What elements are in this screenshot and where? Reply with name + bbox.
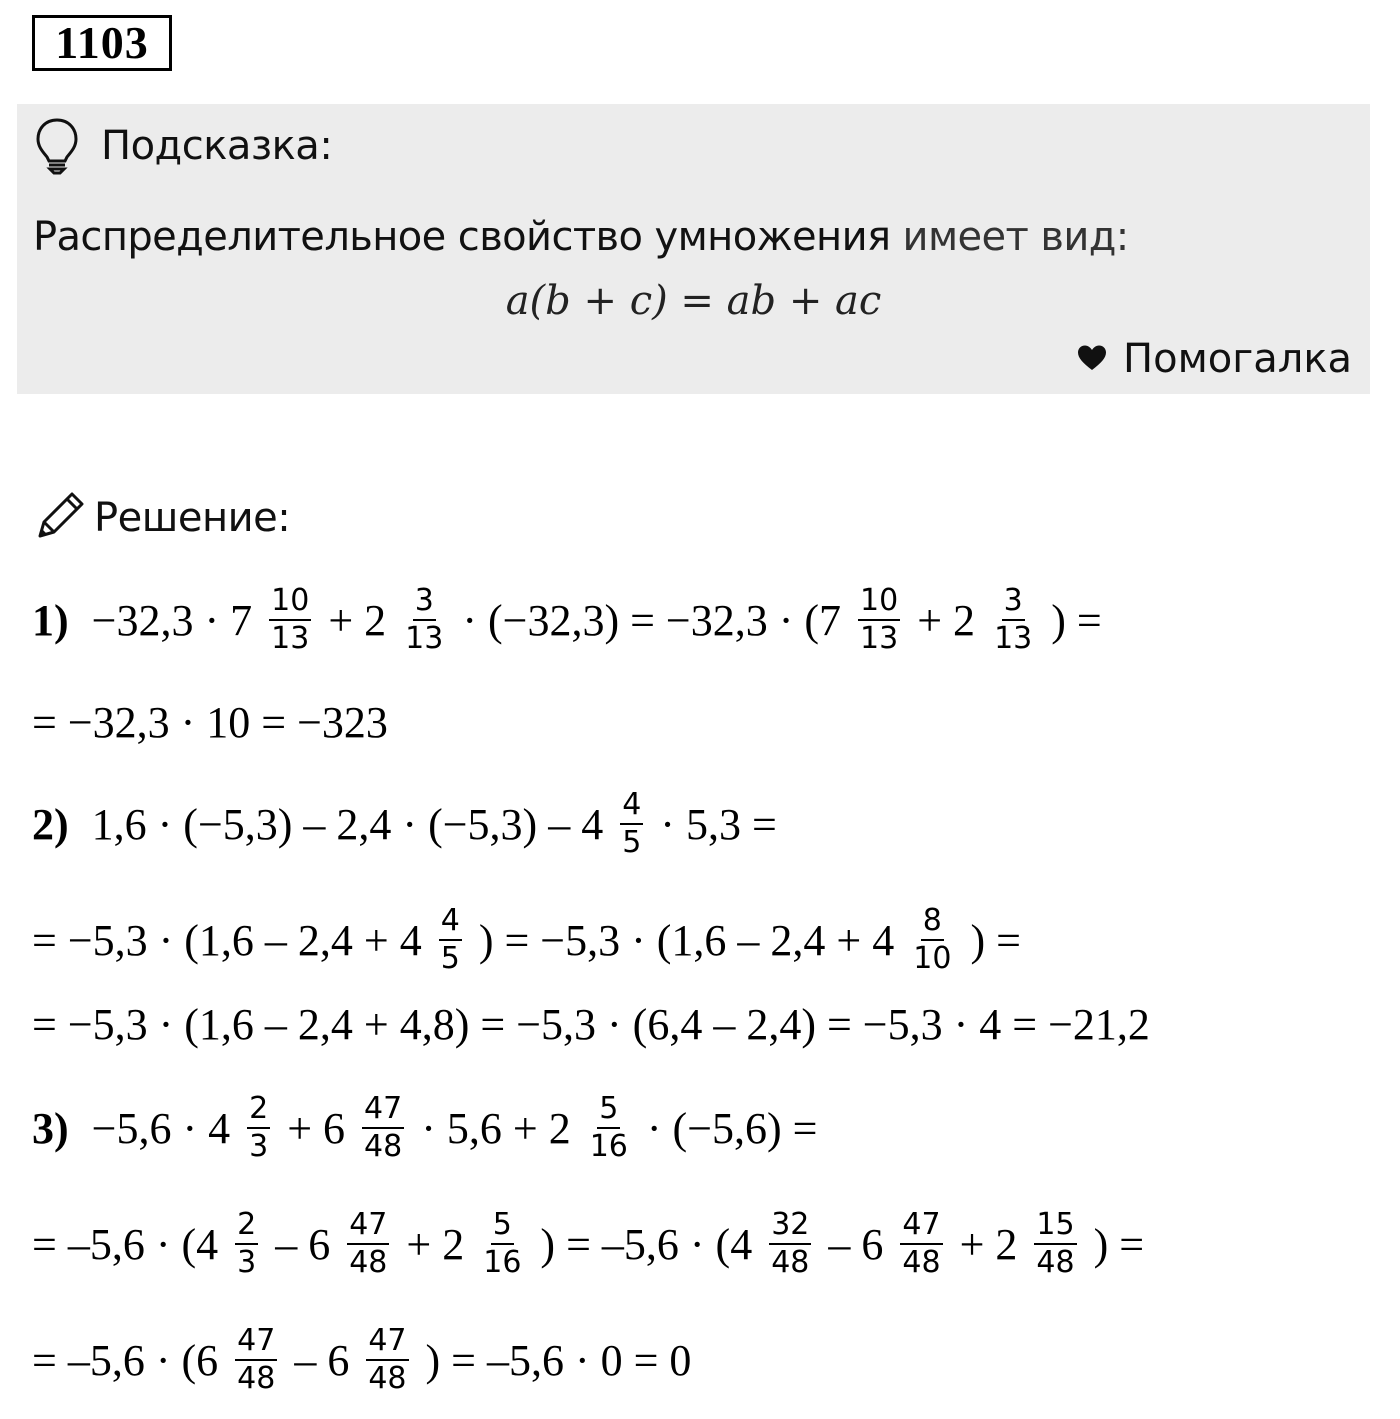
fraction-numerator: 5 bbox=[491, 1209, 514, 1245]
fraction-denominator: 48 bbox=[771, 1245, 810, 1280]
expression-text: −32,3 · 7 bbox=[80, 595, 264, 645]
fraction-denominator: 48 bbox=[237, 1361, 276, 1396]
heart-icon bbox=[1077, 336, 1107, 382]
fraction-numerator: 2 bbox=[247, 1093, 270, 1129]
expression-text: −5,6 · 4 bbox=[80, 1103, 242, 1153]
fraction-denominator: 48 bbox=[349, 1245, 388, 1280]
hint-title: Подсказка: bbox=[101, 123, 333, 169]
fraction bbox=[620, 789, 643, 859]
solution-line bbox=[32, 580, 1102, 660]
fraction bbox=[481, 1209, 523, 1279]
item-number: 2) bbox=[32, 799, 69, 849]
hint-text bbox=[33, 214, 1129, 260]
solution-header bbox=[34, 488, 290, 547]
fraction-denominator: 10 bbox=[913, 941, 952, 976]
fraction-numerator: 32 bbox=[769, 1209, 811, 1245]
hint-text-rest: имеет вид: bbox=[890, 214, 1129, 260]
fraction-denominator: 48 bbox=[1036, 1245, 1075, 1280]
expression-text: + 2 bbox=[906, 595, 987, 645]
fraction-numerator: 47 bbox=[347, 1209, 389, 1245]
expression-text: 1,6 · (−5,3) – 2,4 · (−5,3) – 4 bbox=[80, 799, 615, 849]
expression-text: · (−5,6) = bbox=[635, 1103, 818, 1153]
hint-source-label: Помогалка bbox=[1123, 336, 1352, 382]
fraction bbox=[900, 1209, 942, 1279]
fraction bbox=[769, 1209, 811, 1279]
fraction-numerator: 5 bbox=[597, 1093, 620, 1129]
fraction bbox=[1034, 1209, 1076, 1279]
item-number: 1) bbox=[32, 595, 69, 645]
fraction-numerator: 8 bbox=[921, 905, 944, 941]
fraction-numerator: 4 bbox=[620, 789, 643, 825]
fraction-denominator: 16 bbox=[589, 1129, 628, 1164]
solution-line bbox=[32, 900, 1021, 980]
expression-text: · 5,6 + 2 bbox=[410, 1103, 582, 1153]
fraction-numerator: 2 bbox=[235, 1209, 258, 1245]
fraction bbox=[992, 585, 1034, 655]
expression-text: – 6 bbox=[817, 1219, 895, 1269]
expression-text: + 2 bbox=[948, 1219, 1029, 1269]
expression-text: + 2 bbox=[395, 1219, 476, 1269]
fraction bbox=[269, 585, 311, 655]
expression-text: = −5,3 · (1,6 – 2,4 + 4,8) = −5,3 · (6,4 – 2,4) = −5,3 · 4 = −21,2 bbox=[32, 999, 1150, 1049]
expression-text: ) = bbox=[1082, 1219, 1145, 1269]
expression-text: = –5,6 · (4 bbox=[32, 1219, 230, 1269]
fraction-denominator: 13 bbox=[994, 621, 1033, 656]
expression-text: + 2 bbox=[317, 595, 398, 645]
fraction bbox=[366, 1325, 408, 1395]
fraction-denominator: 13 bbox=[405, 621, 444, 656]
fraction bbox=[247, 1093, 270, 1163]
fraction-denominator: 5 bbox=[622, 825, 642, 860]
fraction-numerator: 15 bbox=[1034, 1209, 1076, 1245]
fraction-numerator: 47 bbox=[366, 1325, 408, 1361]
fraction-denominator: 3 bbox=[237, 1245, 257, 1280]
hint-header bbox=[35, 116, 332, 176]
expression-text: – 6 bbox=[283, 1335, 361, 1385]
fraction-numerator: 4 bbox=[439, 905, 462, 941]
fraction bbox=[858, 585, 900, 655]
fraction-denominator: 3 bbox=[249, 1129, 269, 1164]
expression-text: = −32,3 · 10 = −323 bbox=[32, 697, 388, 747]
hint-text-strong: Распределительное свойство умножения bbox=[33, 214, 891, 260]
expression-text: – 6 bbox=[264, 1219, 342, 1269]
expression-text: ) = bbox=[959, 915, 1021, 965]
expression-text: ) = –5,6 · 0 = 0 bbox=[414, 1335, 692, 1385]
expression-text: ) = –5,6 · (4 bbox=[529, 1219, 764, 1269]
expression-text: · (−32,3) = −32,3 · (7 bbox=[451, 595, 853, 645]
fraction-denominator: 13 bbox=[271, 621, 310, 656]
expression-text: = −5,3 · (1,6 – 2,4 + 4 bbox=[32, 915, 433, 965]
hint-formula: a(b + c) = ab + ac bbox=[505, 278, 882, 324]
fraction bbox=[347, 1209, 389, 1279]
fraction-denominator: 48 bbox=[368, 1361, 407, 1396]
solution-line bbox=[32, 682, 388, 762]
fraction bbox=[235, 1325, 277, 1395]
solution-line bbox=[32, 1320, 691, 1400]
item-number: 3) bbox=[32, 1103, 69, 1153]
hint-source[interactable] bbox=[1077, 336, 1352, 382]
fraction-numerator: 47 bbox=[900, 1209, 942, 1245]
solution-line bbox=[32, 784, 777, 864]
solution-line bbox=[32, 1088, 817, 1168]
fraction bbox=[403, 585, 445, 655]
pencil-icon bbox=[34, 488, 88, 547]
hint-box bbox=[17, 104, 1370, 394]
expression-text: + 6 bbox=[276, 1103, 357, 1153]
fraction-denominator: 16 bbox=[483, 1245, 522, 1280]
fraction-denominator: 48 bbox=[902, 1245, 941, 1280]
fraction-numerator: 10 bbox=[858, 585, 900, 621]
fraction-numerator: 10 bbox=[269, 585, 311, 621]
fraction-denominator: 13 bbox=[860, 621, 899, 656]
fraction-numerator: 3 bbox=[413, 585, 436, 621]
fraction bbox=[911, 905, 953, 975]
solution-line bbox=[32, 1204, 1144, 1284]
fraction-denominator: 5 bbox=[440, 941, 460, 976]
expression-text: = –5,6 · (6 bbox=[32, 1335, 230, 1385]
fraction bbox=[588, 1093, 630, 1163]
solution-title: Решение: bbox=[94, 494, 291, 541]
fraction-numerator: 3 bbox=[1002, 585, 1025, 621]
fraction bbox=[439, 905, 462, 975]
expression-text: · 5,3 = bbox=[649, 799, 777, 849]
expression-text: ) = −5,3 · (1,6 – 2,4 + 4 bbox=[467, 915, 906, 965]
fraction bbox=[235, 1209, 258, 1279]
fraction-denominator: 48 bbox=[364, 1129, 403, 1164]
lightbulb-icon bbox=[35, 117, 79, 175]
expression-text: ) = bbox=[1040, 595, 1102, 645]
fraction-numerator: 47 bbox=[235, 1325, 277, 1361]
fraction bbox=[362, 1093, 404, 1163]
fraction-numerator: 47 bbox=[362, 1093, 404, 1129]
solution-line bbox=[32, 984, 1150, 1064]
task-number: 1103 bbox=[32, 15, 172, 71]
